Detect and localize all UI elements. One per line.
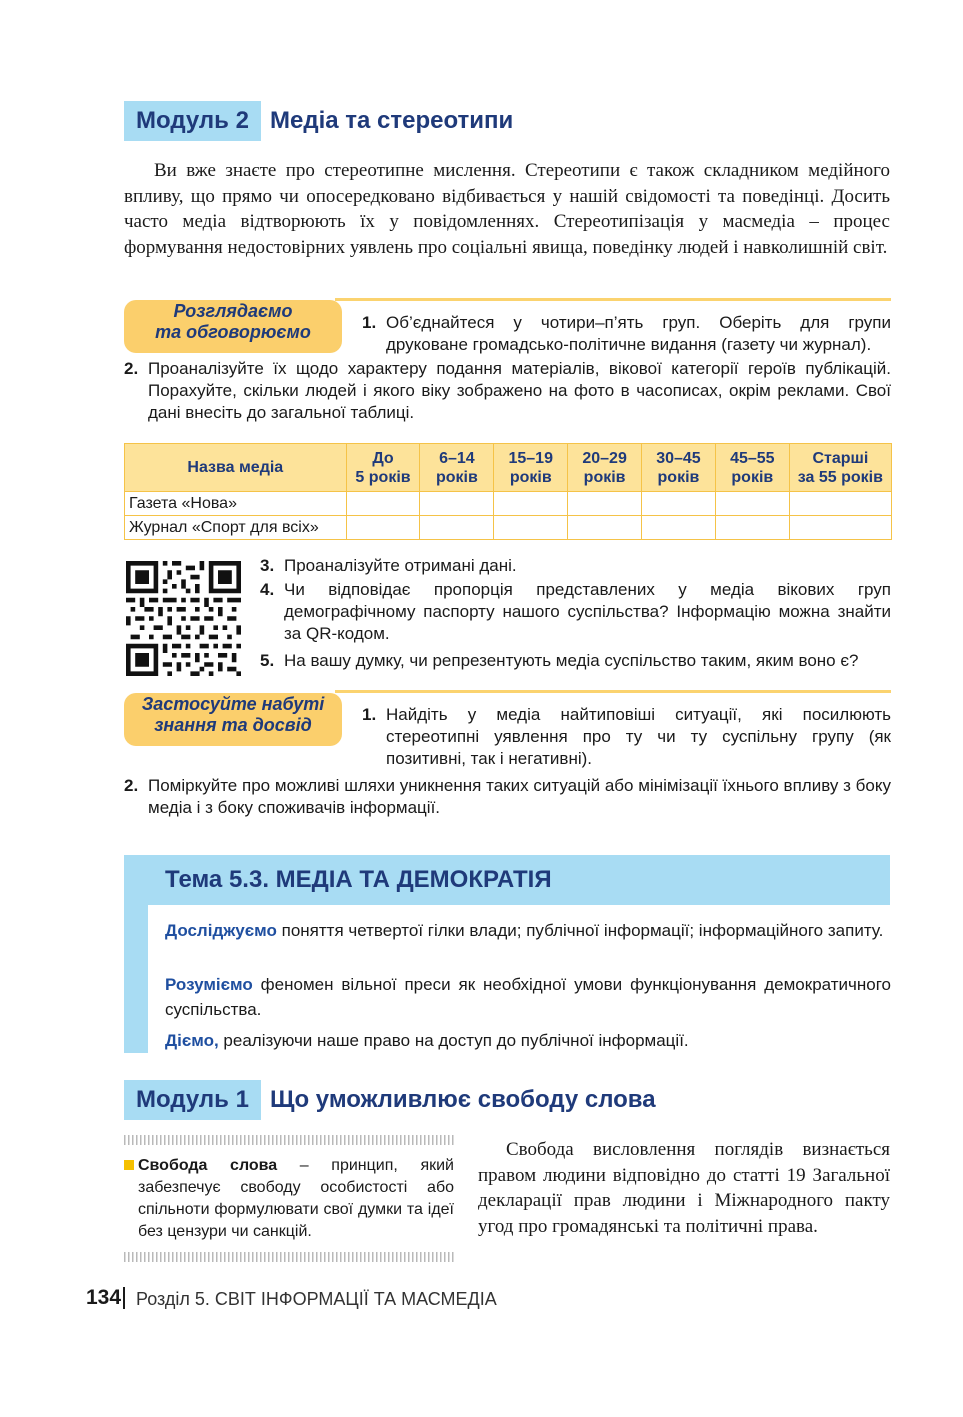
module-1-title: Що уможливлює свободу слова (270, 1086, 656, 1113)
footer-divider (123, 1287, 125, 1309)
col-header-age: 6–14 років (420, 444, 494, 492)
topic-line-2 (165, 972, 891, 1022)
task1-item-4 (260, 579, 891, 645)
item-number: 1. (362, 705, 377, 724)
task2-item-2 (124, 775, 891, 819)
item-text: Найдіть у медіа найтиповіші ситуації, які посилюють стереотипні уявлення про ту чи ту суспільну групу (як позитивні, так і негативні). (386, 705, 891, 768)
task2-label (124, 693, 342, 746)
table-cell (420, 492, 494, 516)
task1-item-5 (260, 650, 900, 672)
col-header-age: 30–45 років (642, 444, 716, 492)
task1-label (124, 300, 342, 353)
topic-title: Тема 5.3. МЕДІА ТА ДЕМОКРАТІЯ (165, 866, 552, 893)
page-number: 134 (86, 1286, 122, 1309)
task1-item-3 (260, 555, 891, 577)
footer-section: Розділ 5. СВІТ ІНФОРМАЦІЇ ТА МАСМЕДІА (136, 1289, 497, 1309)
table-cell (420, 516, 494, 540)
topic-line-rest: поняття четвертої гілки влади; публічної інформації; інформаційного запиту. (276, 921, 884, 940)
item-text: Поміркуйте про можливі шляхи уникнення таких ситуацій або мінімізації їхнього впливу з боку медіа і з боку споживачів інформації. (148, 776, 891, 817)
task1-item-1 (362, 312, 891, 356)
table-cell (568, 492, 642, 516)
task1-label-line1: Розглядаємо (173, 301, 293, 321)
item-text: На вашу думку, чи репрезентують медіа суспільство таким, яким воно є? (284, 651, 859, 670)
bullet-square-icon (124, 1160, 134, 1170)
task1-rule (335, 298, 891, 301)
topic-line-3 (165, 1028, 891, 1053)
item-number: 3. (260, 556, 275, 575)
task1-label-line2: та обговорюємо (155, 322, 311, 342)
task2-rule (335, 690, 891, 693)
glossary-term: Свобода слова (138, 1157, 278, 1174)
table-cell (346, 492, 420, 516)
topic-line-lead: Діємо, (165, 1031, 219, 1050)
table-cell (346, 516, 420, 540)
task1-item-2 (124, 358, 891, 424)
item-number: 1. (362, 313, 377, 332)
topic-line-lead: Розуміємо (165, 975, 253, 994)
row-label: Газета «Нова» (125, 492, 347, 516)
topic-line-rest: феномен вільної преси як необхідної умови функціонування демократичного суспільства. (165, 975, 891, 1019)
body-paragraph: Свобода висловлення поглядів визнається правом людини відповідно до статті 19 Загальної декларації прав людини і Міжнародного пакту угод про громадянські та політичні права. (478, 1139, 890, 1237)
table-header-row (125, 444, 892, 492)
row-label: Журнал «Спорт для всіх» (125, 516, 347, 540)
item-text: Проаналізуйте їх щодо характеру подання матеріалів, вікової категорії героїв публікацій. Порахуйте, скільки людей і якого віку зображено на фото в часописах, окрім реклами. Свої дані внесіть до загальної таблиці. (148, 359, 891, 422)
task2-label-line2: знання та досвід (154, 715, 312, 735)
module-2-title: Медіа та стереотипи (270, 107, 514, 134)
topic-line-lead: Досліджуємо (165, 921, 277, 940)
col-header-age: 20–29 років (568, 444, 642, 492)
glossary-bottom-rule (124, 1252, 454, 1262)
topic-line-1 (165, 918, 891, 943)
item-number: 2. (124, 359, 139, 378)
item-number: 2. (124, 776, 139, 795)
col-header-age: Старші за 55 років (789, 444, 891, 492)
item-text: Чи відповідає пропорція представлених у медіа вікових груп демографічному паспорту нашого суспільства? Інформацію можна знайти за QR-кодом. (284, 580, 891, 643)
table-cell (715, 492, 789, 516)
table-cell (642, 516, 716, 540)
item-number: 5. (260, 651, 275, 670)
qr-code-icon[interactable] (126, 561, 241, 676)
media-age-table (124, 443, 892, 540)
table-cell (568, 516, 642, 540)
glossary-definition: – принцип, який забезпечує свободу особистості або спільноти формулювати свої думки та ідеї без цензури чи санкцій. (138, 1157, 454, 1240)
table-cell (494, 492, 568, 516)
col-header-age: 15–19 років (494, 444, 568, 492)
item-text: Об’єднайтеся у чотири–п’ять груп. Оберіть для групи друковане громадсько-політичне видання (газету чи журнал). (386, 313, 891, 354)
glossary-entry (124, 1155, 454, 1243)
task2-label-line1: Застосуйте набуті (141, 694, 325, 714)
col-header-media: Назва медіа (125, 444, 347, 492)
item-number: 4. (260, 580, 275, 599)
table-row (125, 492, 892, 516)
table-cell (642, 492, 716, 516)
glossary-top-rule (124, 1135, 454, 1145)
col-header-age: До 5 років (346, 444, 420, 492)
module-1-tag: Модуль 1 (124, 1080, 261, 1120)
module-2-tag: Модуль 2 (124, 101, 261, 141)
table-cell (715, 516, 789, 540)
table-cell (789, 492, 891, 516)
intro-paragraph: Ви вже знаєте про стереотипне мислення. Стереотипи є також складником медійного впливу, що прямо чи опосередковано відбивається у нашій свідомості та поведінці. Досить часто медіа відтворюють їх у повідомленнях. Стереотипізація у масмедіа – процес формування недостовірних уявлень про соціальні явища, поведінку людей і навколишній світ. (124, 160, 890, 258)
table-row (125, 516, 892, 540)
table-cell (789, 516, 891, 540)
item-text: Проаналізуйте отримані дані. (284, 556, 517, 575)
topic-line-rest: реалізуючи наше право на доступ до публічної інформації. (218, 1031, 689, 1050)
table-cell (494, 516, 568, 540)
task2-item-1 (362, 704, 891, 770)
topic-left-bar (124, 905, 148, 1053)
col-header-age: 45–55 років (715, 444, 789, 492)
